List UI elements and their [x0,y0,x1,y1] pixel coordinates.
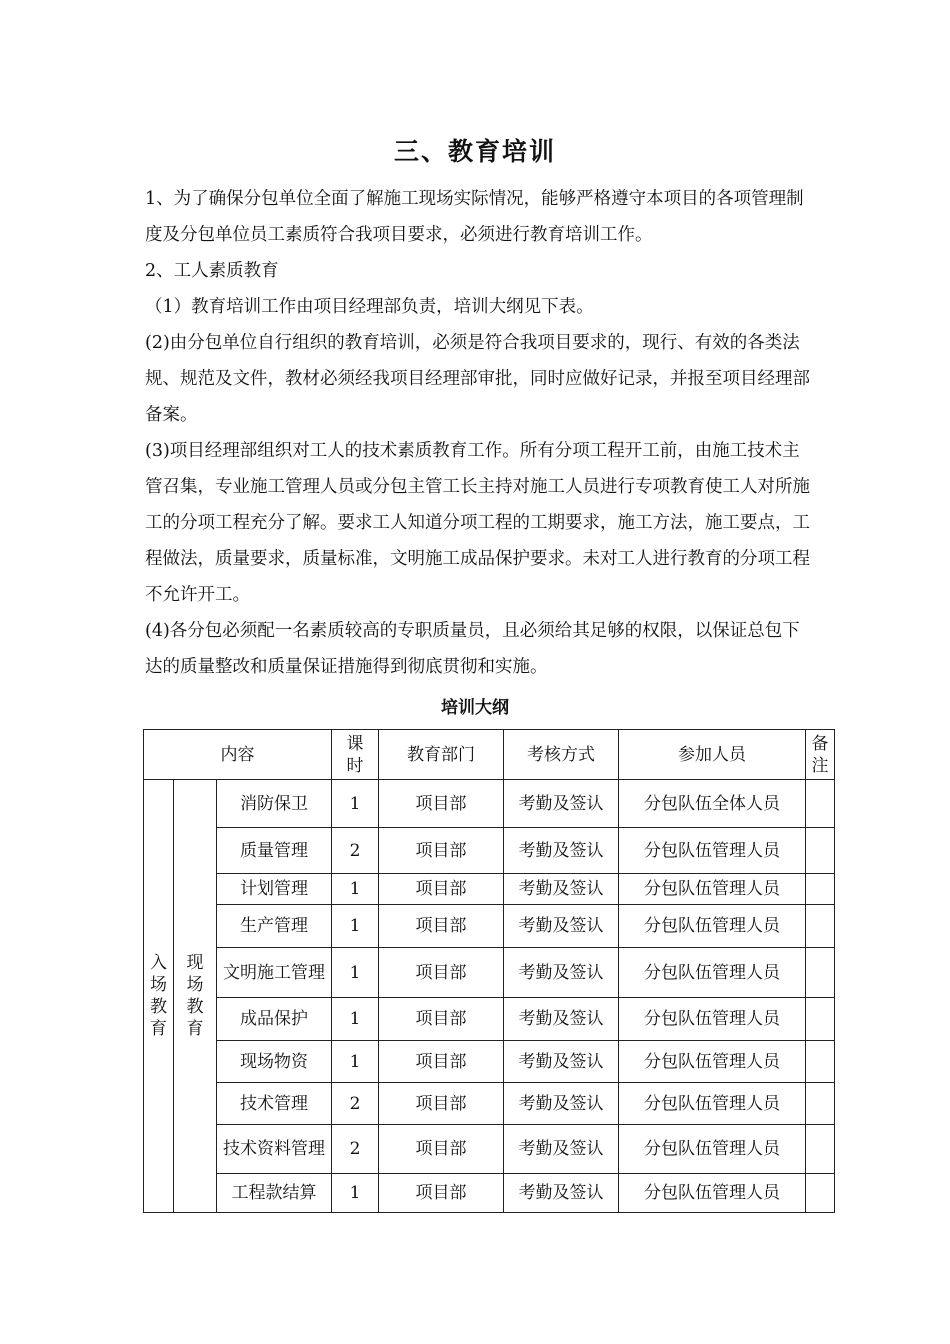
row-dept: 项目部 [379,1083,504,1125]
subgroup-label: 现 场 教 育 [174,780,217,1213]
row-remarks [806,828,835,874]
row-assess: 考勤及签认 [504,780,619,828]
row-dept: 项目部 [379,998,504,1041]
row-remarks [806,1174,835,1213]
page-title: 三、教育培训 [393,137,556,166]
table-caption: 培训大纲 [441,698,509,718]
table-row [144,828,835,874]
row-remarks [806,1041,835,1083]
row-dept: 项目部 [379,780,504,828]
row-remarks [806,998,835,1041]
row-dept: 项目部 [379,1125,504,1174]
paragraph-2: 2、工人素质教育 [145,261,279,281]
row-hours: 1 [332,1174,379,1213]
paragraph-6: (4)各分包必须配一名素质较高的专职质量员，且必须给其足够的权限，以保证总包下达的质量整改和质量保证措施得到彻底贯彻和实施。 [145,621,800,677]
row-item: 计划管理 [217,874,332,905]
row-participants: 分包队伍管理人员 [619,874,806,905]
table-row [144,780,835,828]
row-hours: 2 [332,1125,379,1174]
row-item: 技术管理 [217,1083,332,1125]
training-outline-table [143,729,835,1213]
table-row [144,1041,835,1083]
row-participants: 分包队伍管理人员 [619,1083,806,1125]
paragraph-4: (2)由分包单位自行组织的教育培训，必须是符合我项目要求的，现行、有效的各类法规、规范及文件，教材必须经我项目经理部审批，同时应做好记录，并报至项目经理部备案。 [145,333,810,425]
table-row [144,948,835,998]
row-remarks [806,948,835,998]
row-remarks [806,874,835,905]
row-dept: 项目部 [379,828,504,874]
row-assess: 考勤及签认 [504,874,619,905]
row-participants: 分包队伍管理人员 [619,1041,806,1083]
row-participants: 分包队伍管理人员 [619,1174,806,1213]
row-assess: 考勤及签认 [504,1174,619,1213]
table-row [144,998,835,1041]
row-assess: 考勤及签认 [504,1083,619,1125]
row-remarks [806,1125,835,1174]
group-label: 入 场 教 育 [144,780,174,1213]
row-assess: 考勤及签认 [504,948,619,998]
header-assess: 考核方式 [504,730,619,780]
table-row [144,1174,835,1213]
row-assess: 考勤及签认 [504,905,619,948]
table-row [144,874,835,905]
row-item: 生产管理 [217,905,332,948]
row-dept: 项目部 [379,1041,504,1083]
row-hours: 2 [332,828,379,874]
table-header-row [144,730,835,780]
row-item: 质量管理 [217,828,332,874]
row-remarks [806,905,835,948]
row-assess: 考勤及签认 [504,998,619,1041]
row-participants: 分包队伍管理人员 [619,905,806,948]
paragraph-3: （1）教育培训工作由项目经理部负责，培训大纲见下表。 [145,297,594,317]
row-participants: 分包队伍管理人员 [619,948,806,998]
row-hours: 1 [332,780,379,828]
row-participants: 分包队伍全体人员 [619,780,806,828]
row-item: 消防保卫 [217,780,332,828]
row-assess: 考勤及签认 [504,1041,619,1083]
row-item: 成品保护 [217,998,332,1041]
row-hours: 1 [332,874,379,905]
row-participants: 分包队伍管理人员 [619,828,806,874]
row-hours: 2 [332,1083,379,1125]
row-hours: 1 [332,1041,379,1083]
row-participants: 分包队伍管理人员 [619,998,806,1041]
row-dept: 项目部 [379,905,504,948]
header-dept: 教育部门 [379,730,504,780]
header-hours: 课 时 [332,730,379,780]
row-item: 技术资料管理 [217,1125,332,1174]
row-remarks [806,1083,835,1125]
paragraph-5: (3)项目经理部组织对工人的技术素质教育工作。所有分项工程开工前，由施工技术主管召集，专业施工管理人员或分包主管工长主持对施工人员进行专项教育使工人对所施工的分项工程充分了解。要求工人知道分项工程的工期要求，施工方法，施工要点，工程做法，质量要求，质量标准，文明施工成品保护要求。未对工人进行教育的分项工程不允许开工。 [145,441,810,605]
table-row [144,1083,835,1125]
row-hours: 1 [332,948,379,998]
row-dept: 项目部 [379,874,504,905]
row-remarks [806,780,835,828]
row-dept: 项目部 [379,1174,504,1213]
row-hours: 1 [332,998,379,1041]
row-assess: 考勤及签认 [504,828,619,874]
header-content: 内容 [144,730,332,780]
row-item: 现场物资 [217,1041,332,1083]
table-row [144,905,835,948]
row-participants: 分包队伍管理人员 [619,1125,806,1174]
row-hours: 1 [332,905,379,948]
paragraph-1: 1、为了确保分包单位全面了解施工现场实际情况，能够严格遵守本项目的各项管理制度及分包单位员工素质符合我项目要求，必须进行教育培训工作。 [145,189,804,245]
row-item: 文明施工管理 [217,948,332,998]
body-text [145,181,810,685]
table-row [144,1125,835,1174]
row-dept: 项目部 [379,948,504,998]
header-remarks: 备 注 [806,730,835,780]
row-item: 工程款结算 [217,1174,332,1213]
header-participants: 参加人员 [619,730,806,780]
row-assess: 考勤及签认 [504,1125,619,1174]
